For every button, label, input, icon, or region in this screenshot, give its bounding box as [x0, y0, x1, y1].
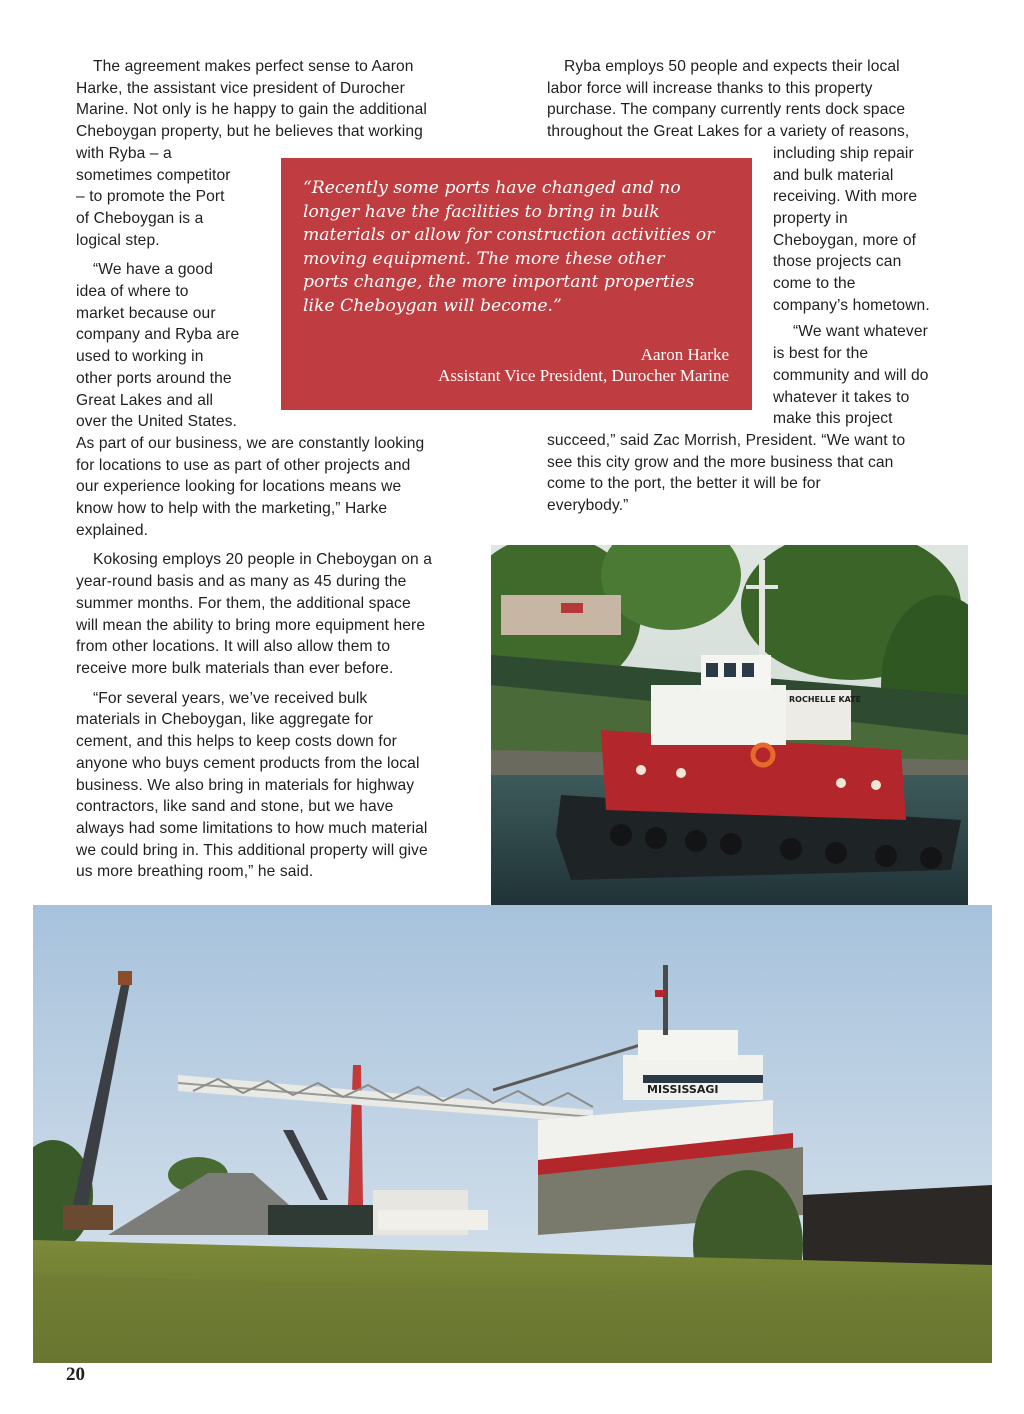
text-line: make this project [773, 410, 893, 428]
text-line: see this city grow and the more business that can [547, 453, 894, 471]
text-line: receive more bulk materials than ever before. [76, 659, 394, 677]
text-line: Marine. Not only is he happy to gain the additional [76, 101, 427, 119]
text-line: those projects can [773, 253, 902, 271]
pull-quote-line: materials or allow for construction activities or [303, 225, 715, 245]
text-line: Harke, the assistant vice president of Durocher [76, 79, 405, 97]
tugboat-illustration [491, 545, 968, 923]
freighter-illustration [33, 905, 992, 1363]
text-line: know how to help with the marketing,” Harke [76, 500, 388, 518]
text-line: logical step. [76, 231, 160, 249]
pull-quote-line: longer have the facilities to bring in bulk [303, 201, 660, 222]
text-line: Kokosing employs 20 people in Cheboygan on a [93, 551, 433, 569]
text-line: community and will do [773, 366, 929, 384]
text-line: anyone who buys cement products from the local [76, 754, 420, 772]
text-line: and bulk material [773, 166, 894, 184]
attribution-name: Aaron Harke [640, 345, 729, 364]
text-line: year-round basis and as many as 45 during the [76, 573, 407, 591]
text-line: As part of our business, we are constantly looking [76, 434, 425, 452]
pull-quote-attribution [438, 344, 729, 386]
text-line: company and Ryba are [76, 326, 240, 344]
text-line: throughout the Great Lakes for a variety of reasons, [547, 123, 910, 141]
text-line: succeed,” said Zac Morrish, President. “We want to [547, 431, 906, 449]
text-line: everybody.” [547, 497, 629, 515]
text-line: receiving. With more [773, 188, 918, 206]
text-line: is best for the [773, 345, 869, 363]
text-line: cement, and this helps to keep costs down for [76, 733, 397, 751]
text-line: Cheboygan property, but he believes that working [76, 123, 423, 141]
text-line: over the United States. [76, 413, 237, 431]
page-number: 20 [66, 1364, 85, 1385]
freighter-name-sign: MISSISSAGI [647, 1083, 719, 1096]
pull-quote-line: moving equipment. The more these other [303, 248, 665, 269]
text-line: of Cheboygan is a [76, 209, 204, 227]
paragraph-kokosing [76, 549, 476, 679]
text-line: “We have a good [93, 261, 213, 279]
text-line: including ship repair [773, 144, 914, 162]
text-line: for locations to use as part of other projects and [76, 456, 411, 474]
text-line: market because our [76, 304, 216, 322]
text-line: will mean the ability to bring more equipment here [76, 616, 426, 634]
text-line: company’s hometown. [773, 296, 930, 314]
text-line: come to the port, the better it will be for [547, 475, 821, 493]
pull-quote-line: ports change, the more important properties [303, 272, 695, 292]
text-line: our experience looking for locations means we [76, 478, 402, 496]
text-line: business. We also bring in materials for highway [76, 776, 415, 794]
text-line: we could bring in. This additional property will give [76, 841, 428, 859]
text-line: labor force will increase thanks to this property [547, 79, 873, 97]
text-line: property in [773, 209, 848, 227]
text-line: explained. [76, 521, 149, 539]
text-line: – to promote the Port [76, 188, 225, 206]
tugboat-photo [491, 545, 968, 923]
text-line: us more breathing room,” he said. [76, 863, 314, 881]
text-line: whatever it takes to [773, 388, 910, 406]
text-line: with Ryba – a [76, 144, 172, 162]
text-line: Ryba employs 50 people and expects their local [564, 58, 900, 75]
pull-quote-line: “Recently some ports have changed and no [303, 178, 681, 198]
freighter-photo [33, 905, 992, 1363]
text-line: purchase. The company currently rents dock space [547, 101, 906, 119]
pull-quote-line: like Cheboygan will become.” [303, 295, 562, 316]
text-line: “We want whatever [793, 323, 928, 341]
attribution-title: Assistant Vice President, Durocher Marine [438, 366, 729, 385]
text-line: sometimes competitor [76, 166, 231, 184]
text-line: other ports around the [76, 369, 232, 387]
text-line: materials in Cheboygan, like aggregate for [76, 711, 374, 729]
text-line: come to the [773, 275, 856, 293]
paragraph-bulk-quote [76, 688, 476, 883]
text-line: The agreement makes perfect sense to Aaron [93, 58, 414, 75]
text-line: idea of where to [76, 283, 189, 301]
text-line: Great Lakes and all [76, 391, 214, 409]
text-line: Cheboygan, more of [773, 231, 917, 249]
pull-quote-text [303, 177, 743, 318]
text-line: “For several years, we’ve received bulk [93, 689, 368, 707]
text-line: from other locations. It will also allow them to [76, 638, 391, 656]
pull-quote-box [281, 158, 752, 410]
tug-name-sign: ROCHELLE KATE [789, 695, 862, 704]
text-line: contractors, like sand and stone, but we have [76, 798, 394, 816]
text-line: summer months. For them, the additional space [76, 594, 411, 612]
text-line: always had some limitations to how much material [76, 819, 428, 837]
text-line: used to working in [76, 348, 204, 366]
